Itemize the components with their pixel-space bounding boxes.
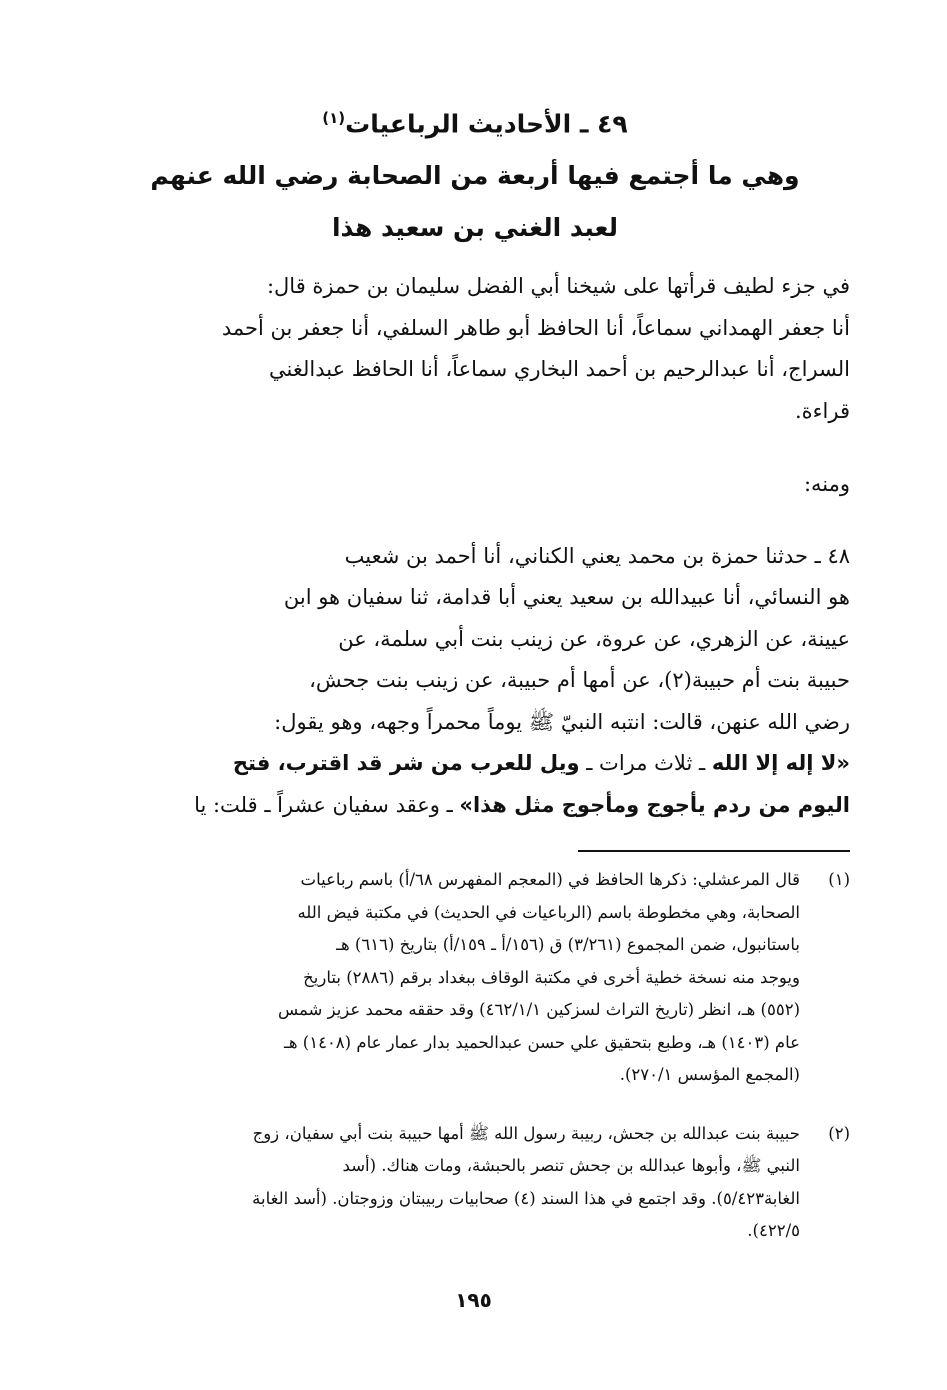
footnote-line: (٥٥٢) هـ، انظر (تاريخ التراث لسزكين ٤٦٢/١/١) وقد حققه محمد عزيز شمس <box>277 1000 800 1020</box>
hadith-bold-text: «لا إله إلا الله <box>711 751 850 776</box>
intro-paragraph <box>100 266 850 432</box>
hadith-bold-text: ويل للعرب من شر قد اقترب، فتح <box>232 751 580 776</box>
intro-line: في جزء لطيف قرأتها على شيخنا أبي الفضل سليمان بن حمزة قال: <box>266 274 850 299</box>
heading-line-1 <box>100 92 850 150</box>
hadith-line: عيينة، عن الزهري، عن عروة، عن زينب بنت أبي سلمة، عن <box>338 626 850 651</box>
footnote-line: قال المرعشلي: ذكرها الحافظ في (المعجم المفهرس ٦٨/أ) باسم رباعيات <box>300 870 800 890</box>
footnote-line: الغابة٥/٤٢٣). وقد اجتمع في هذا السند (٤) صحابيات ربيبتان وزوجتان. (أسد الغابة <box>252 1188 800 1208</box>
footnote-1 <box>100 864 850 1092</box>
hadith-line <box>100 743 850 785</box>
hadith-line: حبيبة بنت أم حبيبة(٢)، عن أمها أم حبيبة، عن زينب بنت جحش، <box>309 668 850 693</box>
footnote-2 <box>100 1118 850 1248</box>
hadith-line: رضي الله عنهن، قالت: انتبه النبيّ ﷺ يوماً محمراً وجهه، وهو يقول: <box>274 709 850 734</box>
footnote-ref-1[interactable]: (١) <box>322 109 346 127</box>
footnote-line: ٤٢٢/٥). <box>747 1221 800 1241</box>
footnote-number: (٢) <box>828 1123 850 1143</box>
hadith-line: هو النسائي، أنا عبيدالله بن سعيد يعني أبا قدامة، ثنا سفيان هو ابن <box>283 585 850 610</box>
minhu-text: ومنه: <box>803 472 850 497</box>
footnote-separator <box>578 850 850 852</box>
intro-line: أنا جعفر الهمداني سماعاً، أنا الحافظ أبو طاهر السلفي، أنا جعفر بن أحمد <box>221 315 850 340</box>
heading-title: ٤٩ ـ الأحاديث الرباعيات <box>345 109 628 139</box>
hadith-paragraph <box>100 536 850 827</box>
page-number: ١٩٥ <box>455 1288 492 1312</box>
footnote-line: النبي ﷺ، وأبوها عبدالله بن جحش تنصر بالحبشة، ومات هناك. (أسد <box>342 1156 800 1176</box>
hadith-plain-text: ـ ثلاث مرات ـ <box>579 751 712 776</box>
footnote-line: الصحابة، وهي مخطوطة باسم (الرباعيات في الحديث) في مكتبة فيض الله <box>297 902 800 922</box>
hadith-bold-text: اليوم من ردم يأجوج ومأجوج مثل هذا» <box>459 792 850 817</box>
footnote-line: عام (١٤٠٣) هـ، وطبع بتحقيق علي حسن عبدالحميد بدار عمار عام (١٤٠٨) هـ <box>284 1032 800 1052</box>
footnote-number: (١) <box>828 870 850 890</box>
book-page <box>100 92 850 1248</box>
hadith-plain-text: ـ وعقد سفيان عشراً ـ قلت: يا <box>194 792 460 817</box>
intro-line: قراءة. <box>794 398 850 423</box>
hadith-line <box>100 785 850 827</box>
minhu-label <box>100 464 850 506</box>
intro-line: السراج، أنا عبدالرحيم بن أحمد البخاري سماعاً، أنا الحافظ عبدالغني <box>269 357 850 382</box>
heading-line-2: وهي ما أجتمع فيها أربعة من الصحابة رضي الله عنهم <box>150 161 800 191</box>
footnote-line: (المجمع المؤسس ٢٧٠/١). <box>619 1065 800 1085</box>
footnote-line: باستانبول، ضمن المجموع (٣/٢٦١) ق (١٥٦/أ ـ ١٥٩/أ) بتاريخ (٦١٦) هـ <box>336 935 800 955</box>
footnote-line: حبيبة بنت عبدالله بن جحش، ربيبة رسول الله ﷺ أمها حبيبة بنت أبي سفيان، زوج <box>252 1123 800 1143</box>
footnote-line: ويوجد منه نسخة خطية أخرى في مكتبة الوقاف ببغداد برقم (٢٨٨٦) بتاريخ <box>303 967 800 987</box>
hadith-line: ٤٨ ـ حدثنا حمزة بن محمد يعني الكناني، أنا أحمد بن شعيب <box>344 543 850 568</box>
chapter-heading <box>100 92 850 254</box>
heading-line-3: لعبد الغني بن سعيد هذا <box>331 213 619 243</box>
